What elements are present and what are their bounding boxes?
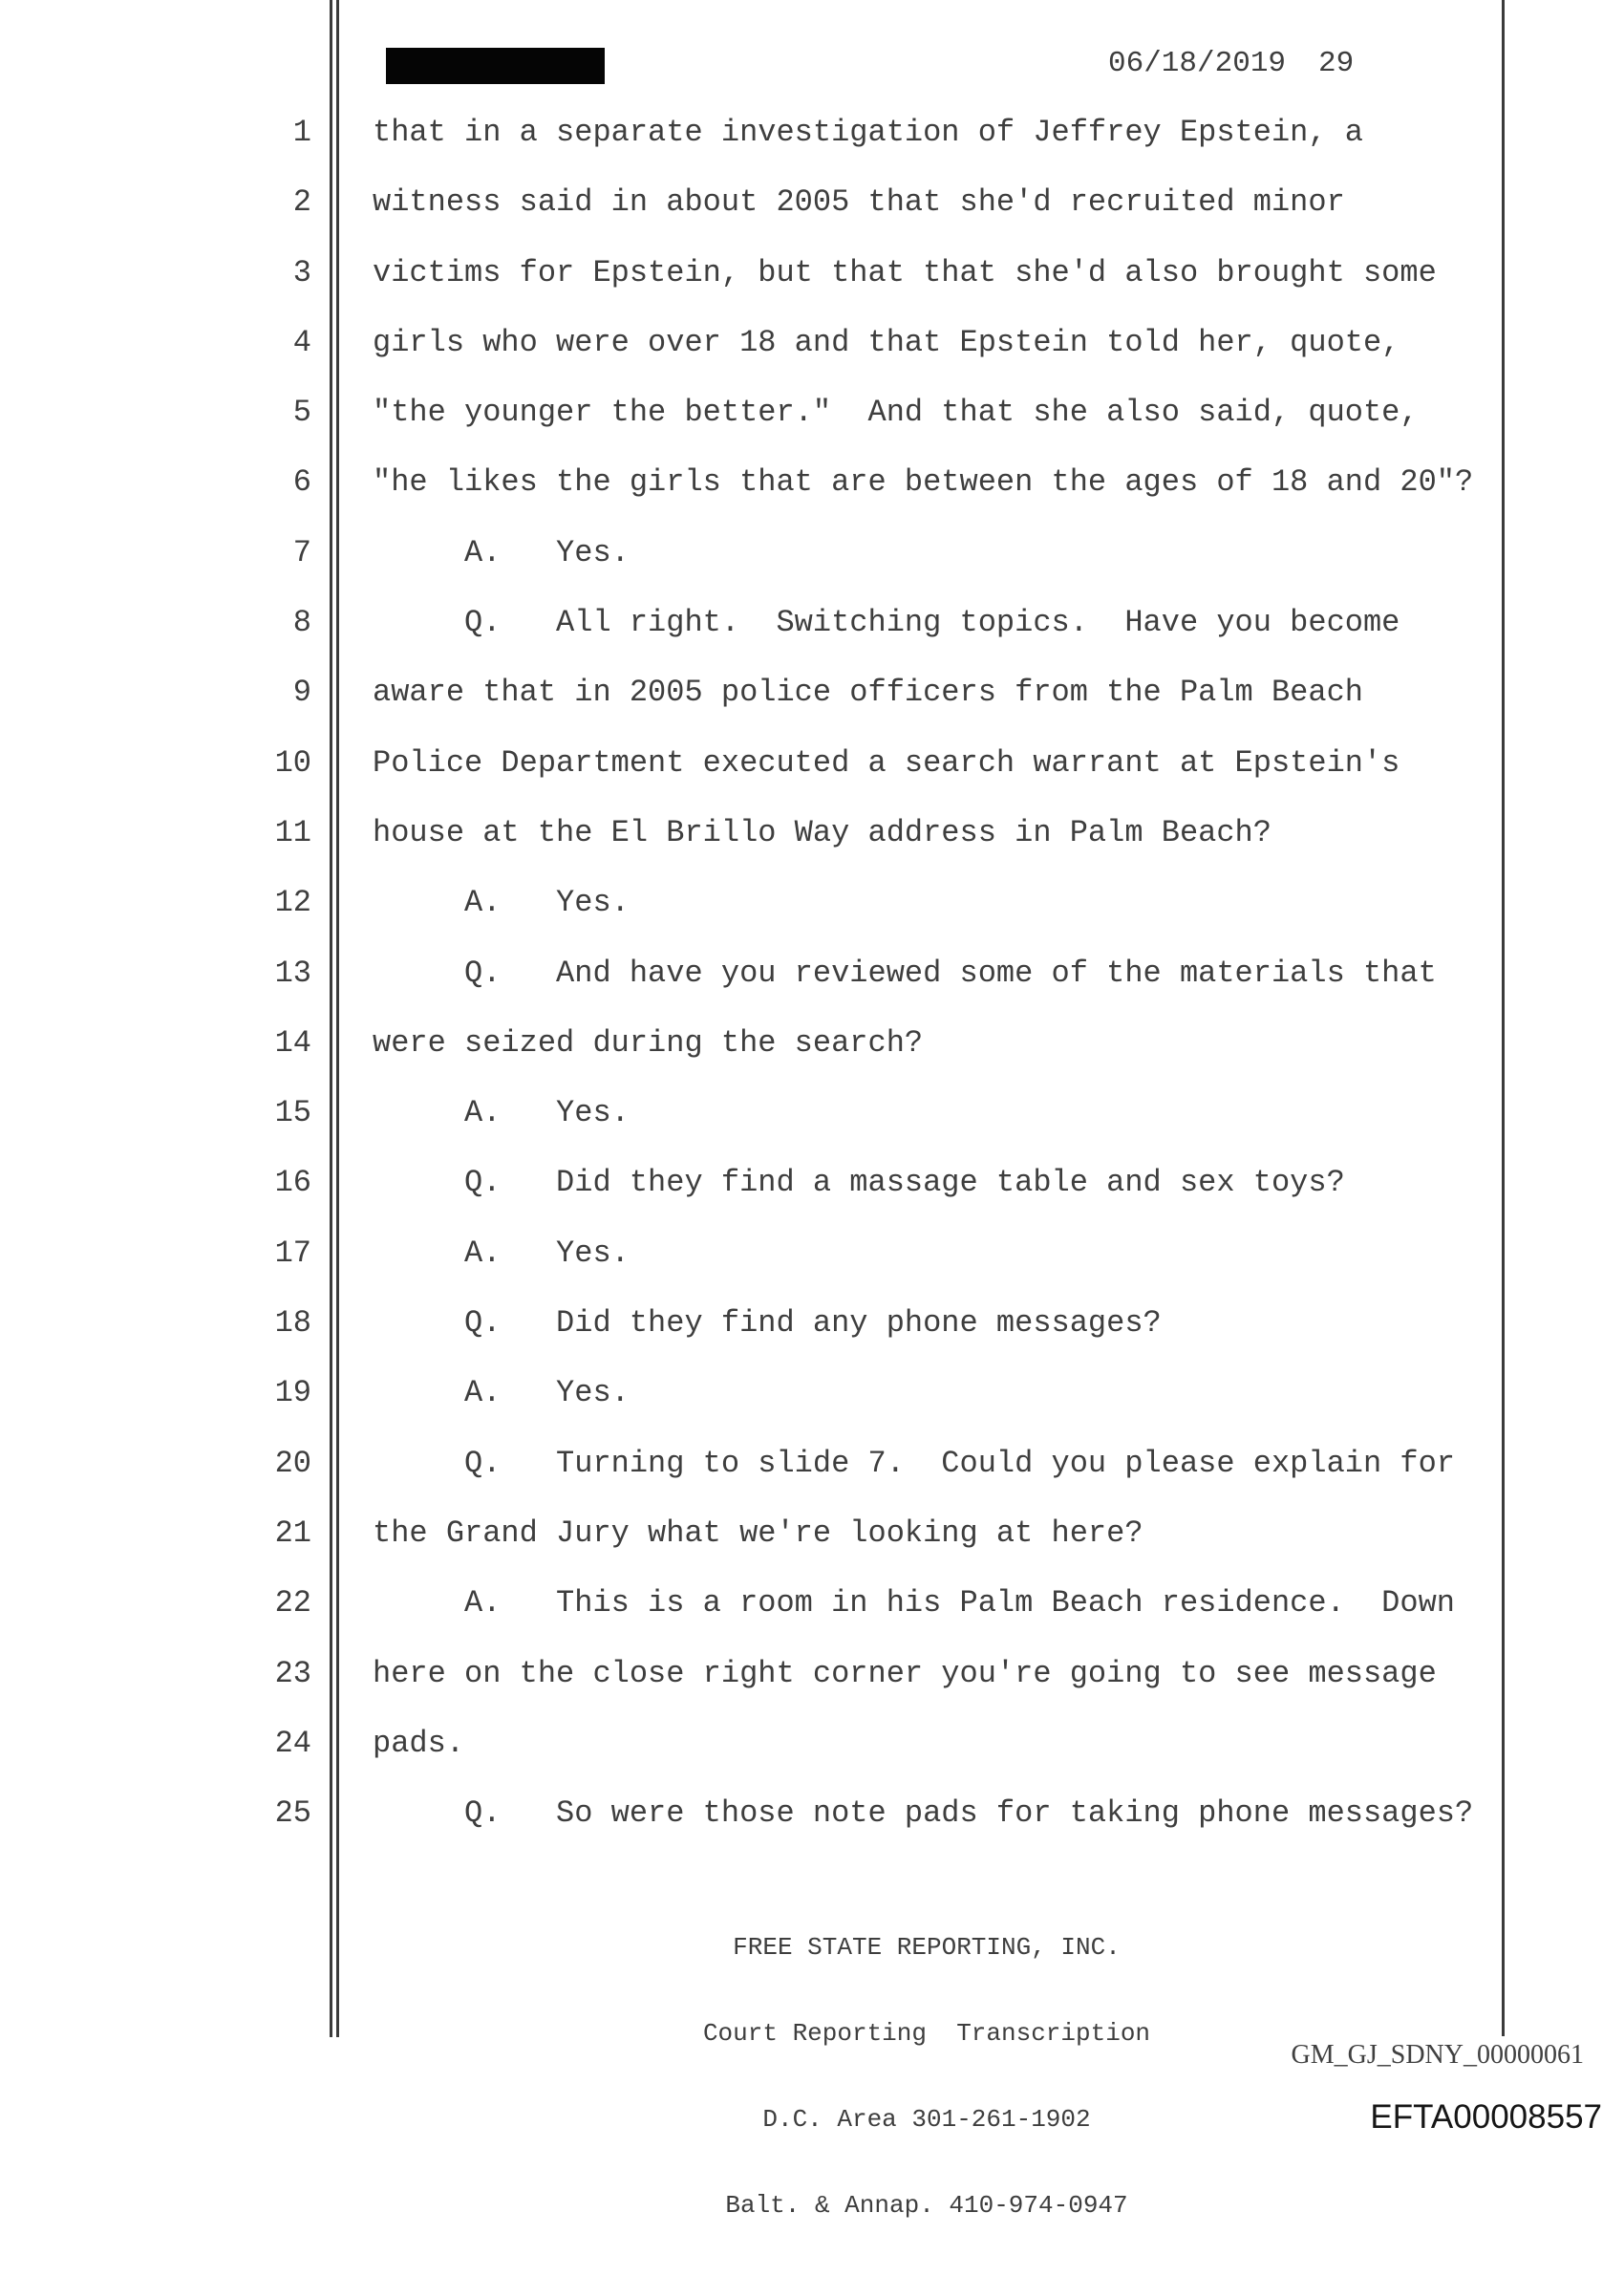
transcript-line: A. Yes.	[373, 1375, 630, 1411]
line-number: 18	[274, 1305, 311, 1342]
line-number: 13	[274, 955, 311, 991]
line-number: 19	[274, 1375, 311, 1411]
transcript-line: A. Yes.	[373, 885, 630, 921]
line-number: 21	[274, 1514, 311, 1551]
line-number: 3	[292, 254, 311, 290]
transcript-line: girls who were over 18 and that Epstein told her, quote,	[373, 324, 1400, 360]
line-number: 5	[292, 395, 311, 431]
transcript-line: "he likes the girls that are between the ages of 18 and 20"?	[373, 464, 1474, 501]
line-number: 22	[274, 1585, 311, 1622]
redaction-box	[386, 48, 605, 84]
transcript-line: aware that in 2005 police officers from the Palm Beach	[373, 675, 1363, 711]
transcript-line: Q. All right. Switching topics. Have you become	[373, 605, 1400, 641]
line-number: 16	[274, 1165, 311, 1201]
transcript-line: the Grand Jury what we're looking at here?	[373, 1514, 1143, 1551]
transcript-line: that in a separate investigation of Jeffrey Epstein, a	[373, 115, 1363, 150]
transcript-line: A. Yes.	[373, 1095, 630, 1131]
footer-phone-balt: Balt. & Annap. 410-974-0947	[725, 2191, 1128, 2220]
transcript-text-column	[373, 97, 1509, 1848]
line-number: 20	[274, 1445, 311, 1481]
transcript-line: Q. Did they find a massage table and sex toys?	[373, 1165, 1345, 1201]
transcript-line: Q. So were those note pads for taking phone messages?	[373, 1795, 1474, 1832]
transcript-line: A. Yes.	[373, 534, 630, 570]
page-header	[1108, 44, 1354, 82]
header-page-number: 29	[1318, 46, 1355, 80]
line-number: 24	[274, 1725, 311, 1761]
left-margin-rule-outer	[330, 0, 332, 2037]
line-number: 6	[292, 464, 311, 501]
line-number: 17	[274, 1235, 311, 1271]
bates-stamp: GM_GJ_SDNY_00000061	[1291, 2040, 1584, 2070]
footer-service: Court Reporting Transcription	[702, 2019, 1151, 2048]
line-number: 10	[274, 744, 311, 781]
line-number: 25	[274, 1795, 311, 1832]
line-number: 11	[274, 814, 311, 850]
transcript-line: house at the El Brillo Way address in Palm Beach?	[373, 814, 1271, 850]
line-number: 7	[292, 534, 311, 570]
line-number: 8	[292, 605, 311, 641]
transcript-line: "the younger the better." And that she also said, quote,	[373, 395, 1419, 431]
transcript-line: Police Department executed a search warrant at Epstein's	[373, 744, 1400, 781]
transcript-line: witness said in about 2005 that she'd recruited minor	[373, 184, 1345, 221]
line-number: 14	[274, 1024, 311, 1061]
line-number: 9	[292, 675, 311, 711]
transcript-line: pads.	[373, 1725, 465, 1761]
transcript-line: Q. And have you reviewed some of the materials that	[373, 955, 1437, 991]
transcript-line: Q. Did they find any phone messages?	[373, 1305, 1162, 1342]
footer-phone-dc: D.C. Area 301-261-1902	[762, 2105, 1091, 2134]
transcript-line: A. This is a room in his Palm Beach residence. Down	[373, 1585, 1455, 1622]
reporter-footer	[373, 1876, 1481, 2277]
transcript-line: Q. Turning to slide 7. Could you please explain for	[373, 1445, 1455, 1481]
line-number: 1	[292, 115, 311, 150]
line-number-column	[0, 97, 311, 1848]
transcript-line: here on the close right corner you're going to see message	[373, 1655, 1437, 1691]
line-number: 23	[274, 1655, 311, 1691]
transcript-line: were seized during the search?	[373, 1024, 924, 1061]
footer-company: FREE STATE REPORTING, INC.	[733, 1933, 1121, 1962]
transcript-line: victims for Epstein, but that that she'd also brought some	[373, 254, 1437, 290]
transcript-line: A. Yes.	[373, 1235, 630, 1271]
line-number: 12	[274, 885, 311, 921]
line-number: 4	[292, 324, 311, 360]
left-margin-rule-inner	[336, 0, 339, 2037]
line-number: 15	[274, 1095, 311, 1131]
header-date: 06/18/2019	[1108, 46, 1287, 80]
production-stamp: EFTA00008557	[1370, 2098, 1602, 2136]
line-number: 2	[292, 184, 311, 221]
